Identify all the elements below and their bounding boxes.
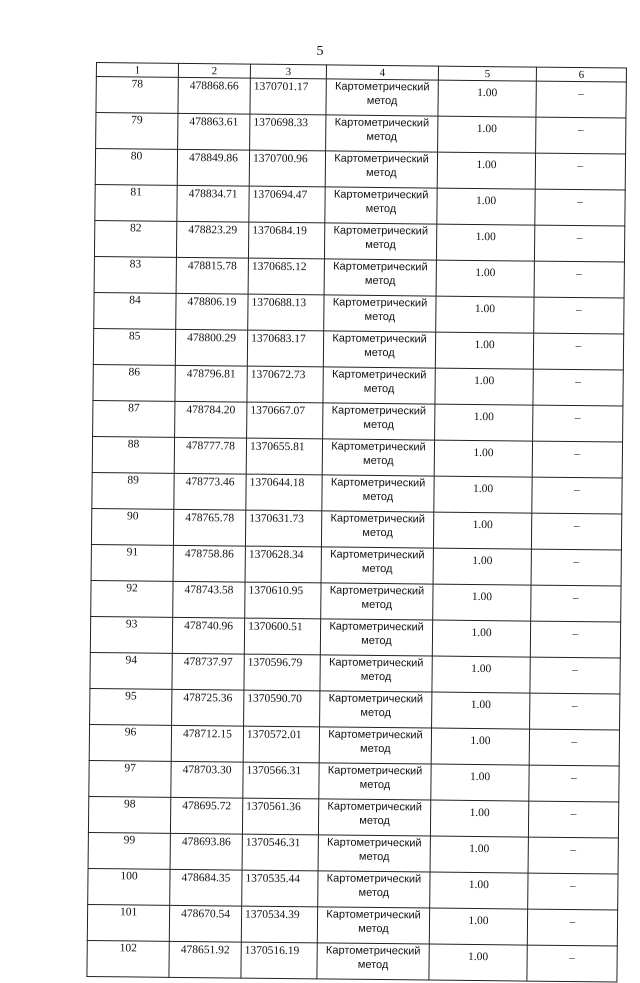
note-cell: –	[534, 297, 624, 334]
accuracy-cell: 1.00	[434, 476, 532, 513]
y-coordinate-cell: 1370535.44	[242, 870, 318, 907]
y-coordinate-cell: 1370546.31	[242, 834, 318, 871]
method-cell: Картометрический метод	[326, 79, 438, 116]
x-coordinate-cell: 478868.66	[178, 77, 250, 114]
note-cell: –	[528, 837, 618, 874]
point-number-cell: 83	[94, 256, 176, 293]
x-coordinate-cell: 478796.81	[175, 365, 247, 402]
x-coordinate-cell: 478725.36	[172, 689, 244, 726]
accuracy-cell: 1.00	[436, 296, 534, 333]
method-cell: Картометрический метод	[323, 403, 435, 440]
method-cell: Картометрический метод	[324, 223, 436, 260]
y-coordinate-cell: 1370628.34	[245, 546, 321, 583]
table-row	[87, 940, 617, 982]
accuracy-cell: 1.00	[435, 404, 533, 441]
table-row	[89, 760, 619, 802]
accuracy-cell: 1.00	[432, 692, 530, 729]
point-number-cell: 97	[89, 760, 171, 797]
accuracy-cell: 1.00	[429, 908, 527, 945]
method-cell: Картометрический метод	[325, 187, 437, 224]
note-cell: –	[530, 657, 620, 694]
point-number-cell: 80	[95, 149, 177, 186]
table-row	[94, 220, 624, 262]
point-number-cell: 96	[89, 724, 171, 761]
x-coordinate-cell: 478670.54	[169, 905, 241, 942]
note-cell: –	[529, 765, 619, 802]
method-cell: Картометрический метод	[318, 871, 430, 908]
table-row	[90, 616, 620, 658]
accuracy-cell: 1.00	[431, 728, 529, 765]
x-coordinate-cell: 478695.72	[170, 797, 242, 834]
y-coordinate-cell: 1370694.47	[249, 186, 325, 223]
accuracy-cell: 1.00	[437, 152, 535, 189]
point-number-cell: 87	[93, 400, 175, 437]
y-coordinate-cell: 1370688.13	[248, 294, 324, 331]
x-coordinate-cell: 478823.29	[176, 221, 248, 258]
note-cell: –	[528, 873, 618, 910]
accuracy-cell: 1.00	[431, 764, 529, 801]
point-number-cell: 90	[91, 508, 173, 545]
column-header: 6	[536, 67, 626, 82]
x-coordinate-cell: 478684.35	[170, 869, 242, 906]
method-cell: Картометрический метод	[319, 727, 431, 764]
table-body	[87, 77, 626, 983]
column-header: 4	[326, 65, 438, 80]
note-cell: –	[532, 477, 622, 514]
accuracy-cell: 1.00	[432, 656, 530, 693]
table-row	[92, 472, 622, 514]
note-cell: –	[527, 909, 617, 946]
point-number-cell: 81	[95, 184, 177, 221]
x-coordinate-cell: 478693.86	[170, 833, 242, 870]
x-coordinate-cell: 478758.86	[173, 545, 245, 582]
x-coordinate-cell: 478815.78	[176, 257, 248, 294]
note-cell: –	[535, 153, 625, 190]
point-number-cell: 98	[88, 796, 170, 833]
y-coordinate-cell: 1370683.17	[247, 330, 323, 367]
note-cell: –	[531, 549, 621, 586]
point-number-cell: 99	[88, 832, 170, 869]
y-coordinate-cell: 1370667.07	[247, 402, 323, 439]
note-cell: –	[534, 261, 624, 298]
point-number-cell: 82	[94, 220, 176, 257]
point-number-cell: 79	[96, 113, 178, 150]
x-coordinate-cell: 478773.46	[174, 473, 246, 510]
point-number-cell: 101	[87, 904, 169, 941]
note-cell: –	[536, 117, 626, 154]
accuracy-cell: 1.00	[435, 332, 533, 369]
x-coordinate-cell: 478806.19	[176, 293, 248, 330]
note-cell: –	[536, 81, 626, 118]
note-cell: –	[529, 729, 619, 766]
point-number-cell: 94	[90, 652, 172, 689]
x-coordinate-cell: 478777.78	[174, 437, 246, 474]
x-coordinate-cell: 478800.29	[175, 329, 247, 366]
method-cell: Картометрический метод	[321, 583, 433, 620]
method-cell: Картометрический метод	[318, 835, 430, 872]
method-cell: Картометрический метод	[320, 691, 432, 728]
method-cell: Картометрический метод	[324, 295, 436, 332]
method-cell: Картометрический метод	[324, 259, 436, 296]
x-coordinate-cell: 478834.71	[177, 185, 249, 222]
x-coordinate-cell: 478765.78	[173, 509, 245, 546]
x-coordinate-cell: 478863.61	[178, 113, 250, 150]
accuracy-cell: 1.00	[435, 368, 533, 405]
x-coordinate-cell: 478651.92	[169, 941, 241, 978]
accuracy-cell: 1.00	[438, 80, 536, 117]
y-coordinate-cell: 1370572.01	[243, 726, 319, 763]
note-cell: –	[531, 585, 621, 622]
y-coordinate-cell: 1370534.39	[241, 906, 317, 943]
method-cell: Картометрический метод	[322, 475, 434, 512]
x-coordinate-cell: 478849.86	[177, 149, 249, 186]
y-coordinate-cell: 1370672.73	[247, 366, 323, 403]
x-coordinate-cell: 478784.20	[175, 401, 247, 438]
y-coordinate-cell: 1370590.70	[244, 690, 320, 727]
table-row	[87, 904, 617, 946]
x-coordinate-cell: 478737.97	[172, 653, 244, 690]
accuracy-cell: 1.00	[433, 512, 531, 549]
note-cell: –	[535, 189, 625, 226]
table-row	[89, 724, 619, 766]
note-cell: –	[534, 225, 624, 262]
x-coordinate-cell: 478743.58	[173, 581, 245, 618]
accuracy-cell: 1.00	[432, 620, 530, 657]
table-row	[90, 652, 620, 694]
method-cell: Картометрический метод	[321, 511, 433, 548]
accuracy-cell: 1.00	[436, 260, 534, 297]
column-header: 1	[96, 63, 178, 78]
method-cell: Картометрический метод	[323, 331, 435, 368]
y-coordinate-cell: 1370566.31	[243, 762, 319, 799]
y-coordinate-cell: 1370700.96	[249, 150, 325, 187]
note-cell: –	[532, 441, 622, 478]
accuracy-cell: 1.00	[437, 188, 535, 225]
table-row	[94, 292, 624, 334]
y-coordinate-cell: 1370600.51	[244, 618, 320, 655]
table-row	[93, 328, 623, 370]
accuracy-cell: 1.00	[430, 836, 528, 873]
method-cell: Картометрический метод	[321, 547, 433, 584]
point-number-cell: 89	[92, 472, 174, 509]
y-coordinate-cell: 1370644.18	[246, 474, 322, 511]
column-header: 3	[250, 64, 326, 79]
point-number-cell: 93	[90, 616, 172, 653]
table-row	[91, 544, 621, 586]
note-cell: –	[530, 693, 620, 730]
table-row	[91, 508, 621, 550]
point-number-cell: 100	[88, 868, 170, 905]
table-row	[88, 796, 618, 838]
x-coordinate-cell: 478740.96	[172, 617, 244, 654]
accuracy-cell: 1.00	[433, 584, 531, 621]
table-row	[96, 77, 626, 119]
method-cell: Картометрический метод	[322, 439, 434, 476]
point-number-cell: 95	[90, 688, 172, 725]
accuracy-cell: 1.00	[430, 800, 528, 837]
point-number-cell: 85	[93, 328, 175, 365]
note-cell: –	[533, 333, 623, 370]
note-cell: –	[527, 945, 617, 982]
note-cell: –	[530, 621, 620, 658]
point-number-cell: 84	[94, 292, 176, 329]
y-coordinate-cell: 1370684.19	[248, 222, 324, 259]
point-number-cell: 86	[93, 364, 175, 401]
accuracy-cell: 1.00	[429, 944, 527, 981]
y-coordinate-cell: 1370561.36	[242, 798, 318, 835]
table-row	[95, 184, 625, 226]
accuracy-cell: 1.00	[436, 224, 534, 261]
table-row	[93, 400, 623, 442]
note-cell: –	[528, 801, 618, 838]
method-cell: Картометрический метод	[317, 943, 429, 980]
table-row	[94, 256, 624, 298]
point-number-cell: 102	[87, 940, 169, 977]
method-cell: Картометрический метод	[325, 151, 437, 188]
y-coordinate-cell: 1370596.79	[244, 654, 320, 691]
point-number-cell: 88	[92, 436, 174, 473]
y-coordinate-cell: 1370698.33	[250, 114, 326, 151]
table-row	[93, 364, 623, 406]
x-coordinate-cell: 478703.30	[171, 761, 243, 798]
table-row	[91, 580, 621, 622]
column-header: 5	[438, 66, 536, 81]
column-header: 2	[178, 63, 250, 78]
x-coordinate-cell: 478712.15	[171, 725, 243, 762]
accuracy-cell: 1.00	[430, 872, 528, 909]
y-coordinate-cell: 1370631.73	[245, 510, 321, 547]
note-cell: –	[533, 369, 623, 406]
method-cell: Картометрический метод	[326, 115, 438, 152]
y-coordinate-cell: 1370701.17	[250, 78, 326, 115]
y-coordinate-cell: 1370610.95	[245, 582, 321, 619]
table-row	[95, 149, 625, 191]
table-row	[88, 832, 618, 874]
point-number-cell: 92	[91, 580, 173, 617]
method-cell: Картометрический метод	[319, 763, 431, 800]
accuracy-cell: 1.00	[433, 548, 531, 585]
point-number-cell: 91	[91, 544, 173, 581]
table-row	[96, 113, 626, 155]
table-row	[92, 436, 622, 478]
note-cell: –	[531, 513, 621, 550]
method-cell: Картометрический метод	[320, 619, 432, 656]
y-coordinate-cell: 1370516.19	[241, 942, 317, 979]
method-cell: Картометрический метод	[323, 367, 435, 404]
method-cell: Картометрический метод	[318, 799, 430, 836]
y-coordinate-cell: 1370655.81	[246, 438, 322, 475]
note-cell: –	[533, 405, 623, 442]
accuracy-cell: 1.00	[438, 116, 536, 153]
y-coordinate-cell: 1370685.12	[248, 258, 324, 295]
point-number-cell: 78	[96, 77, 178, 114]
accuracy-cell: 1.00	[434, 440, 532, 477]
coordinates-table	[86, 62, 627, 983]
method-cell: Картометрический метод	[317, 907, 429, 944]
table-row	[90, 688, 620, 730]
method-cell: Картометрический метод	[320, 655, 432, 692]
page-number: 5	[316, 44, 324, 59]
coordinates-table-wrapper	[86, 62, 627, 983]
